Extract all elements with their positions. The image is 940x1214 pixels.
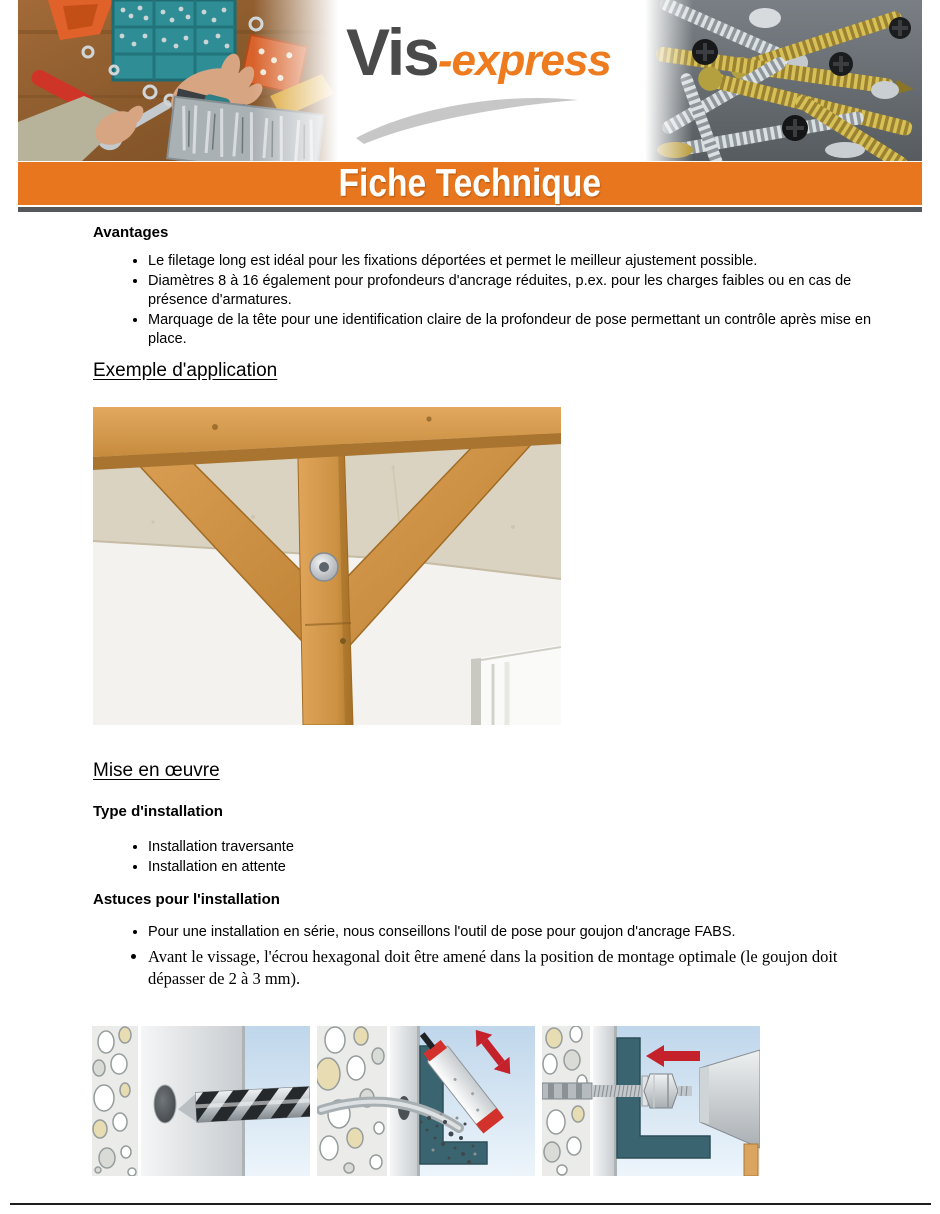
logo-swoosh-icon	[352, 86, 582, 146]
type-installation-list	[93, 838, 693, 877]
heading-type-installation: Type d'installation	[93, 803, 223, 820]
astuces-list	[93, 923, 893, 991]
list-item: • Avant le vissage, l'écrou hexagonal doit être amené dans la position de montage optimale (le goujon doit dépasser de 2 à 3 mm).	[148, 946, 853, 991]
wall-face	[593, 1026, 614, 1176]
heading-avantages: Avantages	[93, 224, 169, 241]
logo-text-vis: Vis	[346, 15, 438, 89]
logo-text-express: -express	[437, 36, 611, 85]
list-item: • Installation traversante	[148, 838, 693, 858]
list-item: • Marquage de la tête pour une identification claire de la profondeur de pose permettant un contrôle après mise en place.	[148, 311, 883, 350]
bottom-rule	[10, 1203, 931, 1205]
drilled-hole	[154, 1085, 176, 1123]
heading-astuces: Astuces pour l'installation	[93, 891, 280, 908]
banner-title: Fiche Technique	[338, 162, 602, 205]
clean-hole-illustration	[317, 1026, 535, 1176]
hammer-handle	[744, 1144, 758, 1176]
hammer-anchor-illustration	[542, 1026, 760, 1176]
workbench-photo	[18, 0, 338, 161]
banner	[18, 162, 922, 205]
door-frame	[471, 645, 561, 725]
heading-exemple-application: Exemple d'application	[93, 360, 278, 381]
avantages-list	[93, 252, 883, 350]
screws-pile-photo	[645, 0, 922, 161]
hex-nut	[644, 1074, 678, 1108]
banner-divider	[18, 207, 922, 212]
list-item: • Le filetage long est idéal pour les fixations déportées et permet le meilleur ajustement possible.	[148, 252, 883, 272]
installation-steps	[92, 1026, 760, 1176]
screw-organizer-box	[113, 0, 235, 80]
list-item: • Installation en attente	[148, 858, 693, 878]
list-item: • Pour une installation en série, nous conseillons l'outil de pose pour goujon d'ancrage FABS.	[148, 923, 893, 943]
timber-bracket-photo	[93, 407, 561, 725]
vis-express-logo	[332, 14, 632, 154]
drill-hole-illustration	[92, 1026, 310, 1176]
heading-mise-en-oeuvre: Mise en œuvre	[93, 760, 220, 781]
list-item: • Diamètres 8 à 16 également pour profondeurs d'ancrage réduites, p.ex. pour les charges faibles ou en cas de présence d'armatures.	[148, 272, 883, 311]
